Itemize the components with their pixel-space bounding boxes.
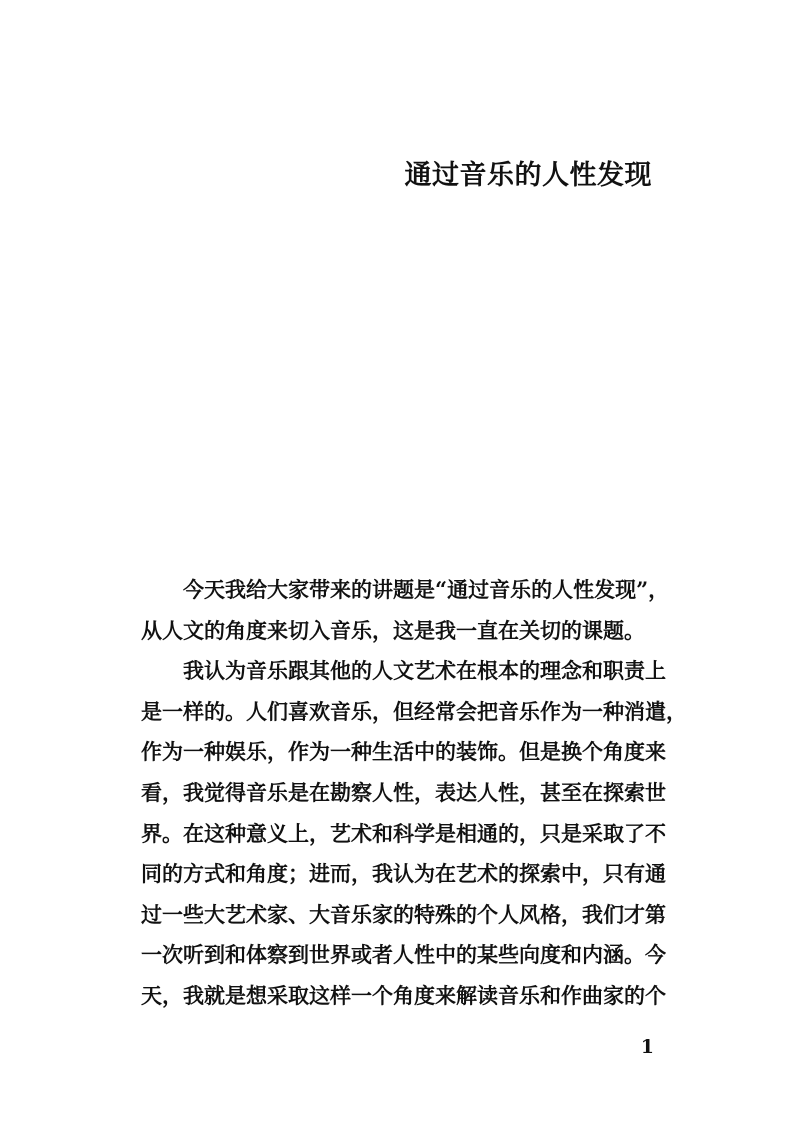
paragraph-1-line-1: 今天我给大家带来的讲题是“通过音乐的人性发现”， [183, 577, 670, 602]
paragraph-2-line-5: 界。在这种意义上，艺术和科学是相通的，只是采取了不 [141, 820, 666, 846]
page-number: 1 [640, 1036, 654, 1058]
paragraph-2-line-1: 我认为音乐跟其他的人文艺术在根本的理念和职责上 [183, 658, 666, 684]
body-text [141, 570, 687, 1017]
chapter-title: 通过音乐的人性发现 [404, 160, 652, 191]
paragraph-2-line-6: 同的方式和角度；进而，我认为在艺术的探索中，只有通 [141, 861, 666, 887]
paragraph-2-line-8: 一次听到和体察到世界或者人性中的某些向度和内涵。今 [141, 942, 666, 968]
paragraph-2-line-9: 天，我就是想采取这样一个角度来解读音乐和作曲家的个 [141, 982, 666, 1008]
paragraph-2-line-3: 作为一种娱乐，作为一种生活中的装饰。但是换个角度来 [141, 739, 666, 765]
paragraph-1-line-2: 从人文的角度来切入音乐，这是我一直在关切的课题。 [141, 617, 645, 643]
paragraph-2-line-4: 看，我觉得音乐是在勘察人性，表达人性，甚至在探索世 [141, 779, 666, 805]
paragraph-2-line-2: 是一样的。人们喜欢音乐，但经常会把音乐作为一种消遣， [141, 698, 687, 724]
paragraph-2-line-7: 过一些大艺术家、大音乐家的特殊的个人风格，我们才第 [141, 901, 666, 927]
